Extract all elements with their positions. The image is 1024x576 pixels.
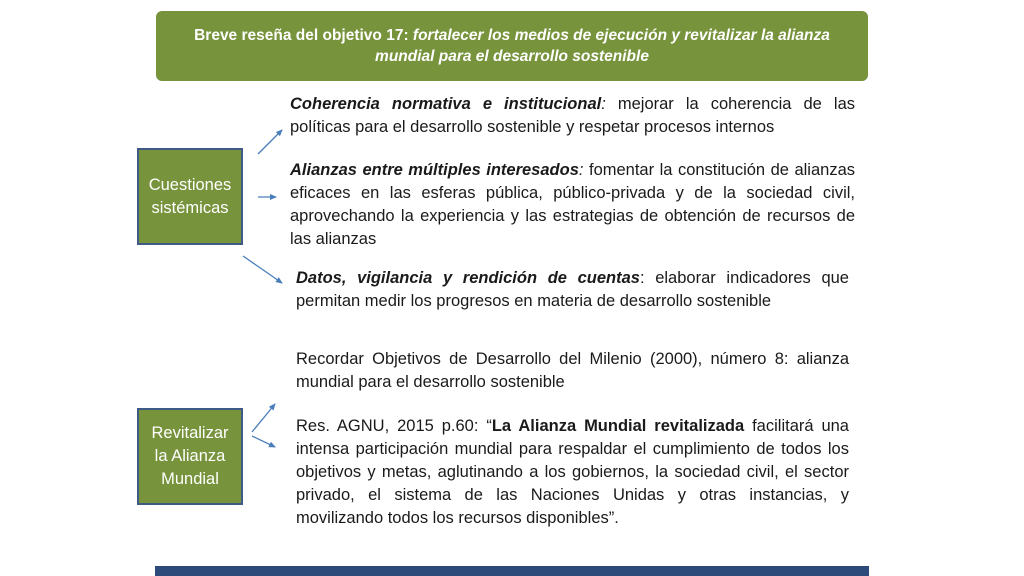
- resolution-quote: [296, 415, 849, 530]
- box-line: Mundial: [161, 470, 219, 488]
- res-text: facilitará una intensa participación mundial para respaldar el cumplimiento de todos los objetivos y metas, aglutinando a los gobiernos, la sociedad civil, el sector privado, el sistema de las Naciones Unidas y otras instancias, y movilizando todos los recursos disponibles”.: [296, 417, 849, 527]
- arrow-to-mdg: [252, 404, 275, 432]
- alliances-sep: :: [578, 161, 584, 179]
- arrow-to-coherence: [258, 130, 282, 154]
- footer-bar: [155, 566, 869, 576]
- res-prefix: Res. AGNU, 2015 p.60: “: [296, 417, 492, 435]
- data-text: : elaborar indicadores que permitan medir los progresos en materia de desarrollo sostenible: [296, 269, 849, 310]
- box-line: la Alianza: [154, 447, 226, 465]
- mdg-item: [296, 348, 849, 394]
- banner-emphasis: fortalecer los medios de ejecución y revitalizar la alianza mundial para el desarrollo sostenible: [375, 27, 830, 65]
- systemic-issues-box: [137, 148, 243, 245]
- alliances-item: [290, 159, 855, 251]
- revitalize-alliance-box: [137, 408, 243, 505]
- data-lead: Datos, vigilancia y rendición de cuentas: [296, 269, 640, 287]
- box-line: Revitalizar: [151, 424, 229, 442]
- box-line: Cuestiones: [148, 175, 232, 194]
- alliances-lead: Alianzas entre múltiples interesados: [290, 161, 579, 179]
- coherence-lead: Coherencia normativa e institucional: [290, 95, 602, 113]
- data-item: [296, 267, 849, 313]
- coherence-text: mejorar la coherencia de las políticas para el desarrollo sostenible y respetar procesos internos: [290, 95, 855, 136]
- mdg-text: Recordar Objetivos de Desarrollo del Milenio (2000), número 8: alianza mundial para el desarrollo sostenible: [296, 350, 849, 391]
- arrow-to-data: [243, 256, 282, 283]
- coherence-sep: :: [601, 95, 606, 113]
- alliances-text: fomentar la constitución de alianzas eficaces en las esferas pública, público-privada y de la sociedad civil, aprovechando la experiencia y las estrategias de obtención de recursos de las alianzas: [290, 161, 855, 248]
- arrow-to-res: [252, 436, 275, 447]
- coherence-item: [290, 93, 855, 139]
- banner-prefix: Breve reseña del objetivo 17:: [194, 27, 413, 44]
- box-line: sistémicas: [151, 198, 229, 217]
- res-bold: La Alianza Mundial revitalizada: [491, 417, 745, 435]
